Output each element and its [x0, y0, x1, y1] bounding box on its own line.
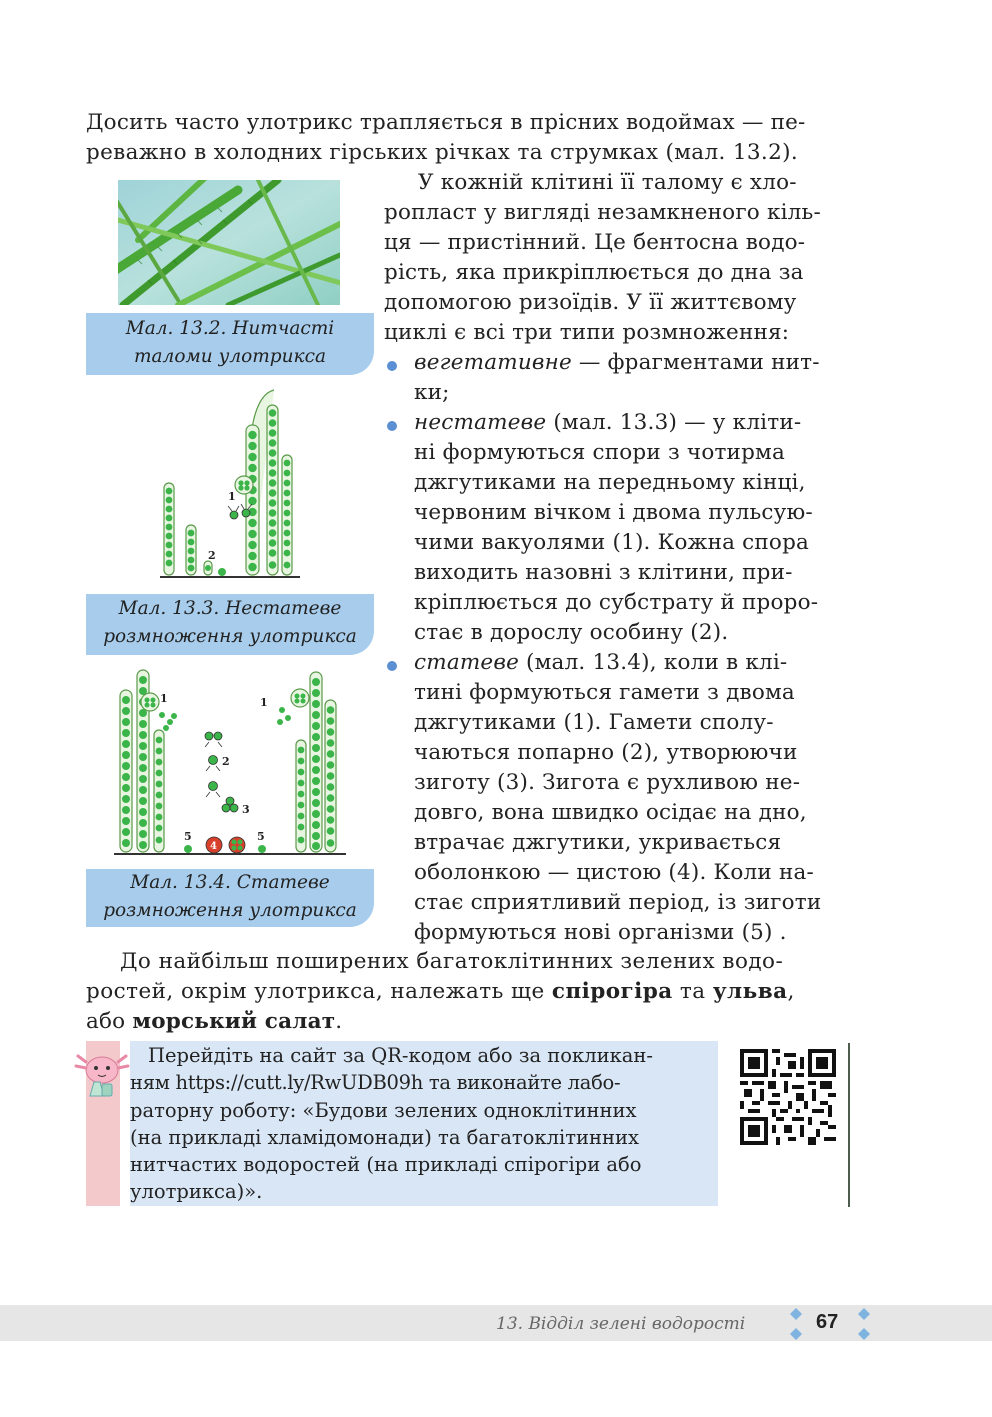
sexual-reproduction-diagram	[110, 660, 350, 858]
diamond-icon	[856, 1307, 872, 1341]
figure-label: 2	[222, 755, 230, 768]
bullet-icon	[387, 421, 397, 431]
figure-label: 2	[208, 549, 216, 562]
intro-paragraph	[86, 108, 850, 168]
bullet-list	[414, 348, 850, 948]
text-line: ням https://cutt.ly/RwUDB09h та виконайте лабо-	[130, 1071, 621, 1095]
text-line: ростей, окрім улотрикса, належать ще спірогіра та ульва,	[86, 979, 795, 1004]
text-line: формуються нові організми (5) .	[414, 920, 787, 945]
text-line: стає в дорослу особину (2).	[414, 620, 729, 645]
text-line: До найбільш поширених багатоклітинних зелених водо-	[120, 949, 784, 974]
text-line: нитчастих водоростей (на прикладі спірогіри або	[130, 1153, 642, 1177]
text-line: реважно в холодних гірських річках та струмках (мал. 13.2).	[86, 140, 799, 165]
text-line: рість, яка прикріплюється до дна за	[384, 260, 804, 285]
text-line: допомогою ризоїдів. У її життєвому	[384, 290, 797, 315]
text-line: тині формуються гамети з двома	[414, 680, 795, 705]
qr-code[interactable]	[740, 1049, 836, 1145]
text-line: (на прикладі хламідомонади) та багатоклітинних	[130, 1125, 639, 1149]
text-line: чими вакуолями (1). Кожна спора	[414, 530, 810, 555]
figure-label: 5	[184, 830, 192, 843]
text-line: довго, вона швидко осідає на дно,	[414, 800, 807, 825]
text-line: зиготу (3). Зигота є рухливою не-	[414, 770, 801, 795]
text-line: втрачає джгутики, укривається	[414, 830, 782, 855]
text-line: червоним вічком і двома пульсую-	[414, 500, 813, 525]
asexual-reproduction-diagram	[150, 385, 310, 581]
text-line: оболонкою — цистою (4). Коли на-	[414, 860, 814, 885]
text-line: виходить назовні з клітини, при-	[414, 560, 793, 585]
figure-label: 4	[210, 841, 217, 852]
text-line: циклі є всі три типи розмноження:	[384, 320, 790, 345]
qr-divider	[848, 1043, 850, 1207]
figure-caption-13-4: Мал. 13.4. Статеве розмноження улотрикса	[86, 869, 374, 927]
bullet-icon	[387, 661, 397, 671]
figure-label: 3	[242, 803, 250, 816]
footer-chapter-title: 13. Відділ зелені водорості	[496, 1314, 746, 1334]
list-item: статеве (мал. 13.4), коли в клі-	[414, 650, 788, 675]
figure-caption-13-3: Мал. 13.3. Нестатеве розмноження улотрикса	[86, 594, 374, 655]
text-line: стає сприятливий період, із зиготи	[414, 890, 822, 915]
text-line: джгутиками на передньому кінці,	[414, 470, 806, 495]
text-line: кріплюється до субстрату й проро-	[414, 590, 819, 615]
figure-label: 5	[257, 830, 265, 843]
text-line: ки;	[414, 380, 450, 405]
text-line: раторну роботу: «Будови зелених одноклітинних	[130, 1098, 637, 1122]
list-item: нестатеве (мал. 13.3) — у кліти-	[414, 410, 802, 435]
text-line: ропласт у вигляді незамкненого кіль-	[384, 200, 821, 225]
text-line: улотрикса)».	[130, 1180, 263, 1204]
figure-label: 1	[160, 692, 168, 705]
text-line: ця — пристінний. Це бентосна водо-	[384, 230, 806, 255]
list-item: вегетативне — фрагментами нит-	[414, 350, 820, 375]
text-line: джгутиками (1). Гамети сполу-	[414, 710, 774, 735]
figure-label: 1	[228, 490, 236, 503]
diamond-icon	[788, 1307, 804, 1341]
closing-paragraph	[86, 947, 850, 1037]
filaments-photo	[118, 180, 340, 305]
bullet-icon	[387, 361, 397, 371]
text-line: Досить часто улотрикс трапляється в прісних водоймах — пе-	[86, 110, 806, 135]
page-number: 67	[816, 1311, 839, 1333]
text-line: ні формуються спори з чотирма	[414, 440, 785, 465]
text-line: У кожній клітині її талому є хло-	[418, 170, 797, 195]
qr-activity-text	[130, 1042, 708, 1206]
text-line: чаються попарно (2), утворюючи	[414, 740, 798, 765]
body-paragraph	[384, 168, 850, 348]
text-line: або морський салат.	[86, 1009, 343, 1034]
figure-caption-13-2: Мал. 13.2. Нитчасті таломи улотрикса	[86, 313, 374, 375]
axolotl-mascot-icon	[72, 1048, 134, 1100]
figure-label: 1	[260, 696, 268, 709]
text-line: Перейдіть на сайт за QR-кодом або за покликан-	[148, 1044, 653, 1067]
